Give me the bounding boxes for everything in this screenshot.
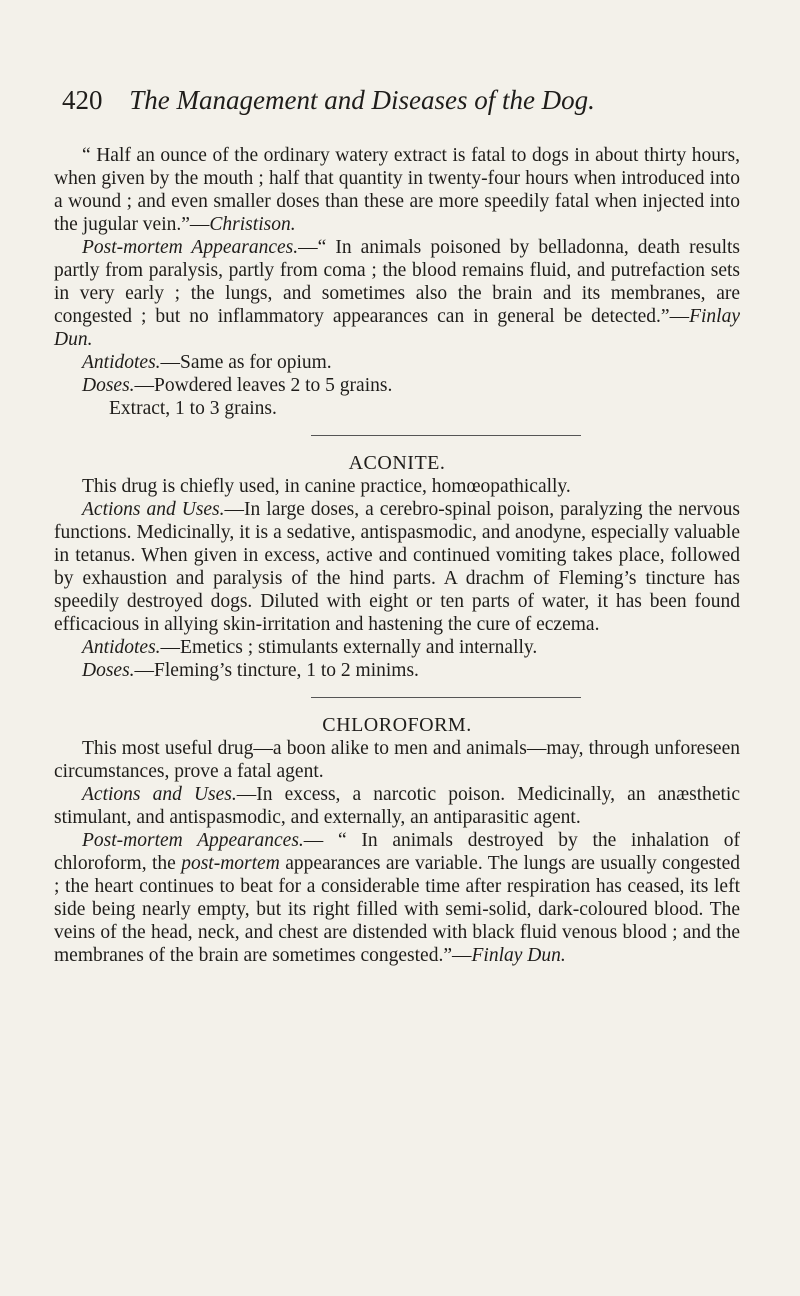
section-divider [54, 420, 740, 452]
section-label: Post-mortem Appearances. [82, 237, 299, 258]
christison-quote: “ Half an ounce of the ordinary watery extract is fatal to dogs in about thirty hours, when given by the mouth ; half that quantity in twenty-four hours when introduced into a wound ; and even smaller doses than these are more speedily fatal when injected into the jugular vein.”—Christison. [54, 145, 740, 235]
quote-source: Finlay Dun. [471, 945, 566, 966]
running-title: The Management and Diseases of the Dog. [129, 85, 595, 115]
section-label: Antidotes. [82, 352, 161, 373]
section-label: Actions and Uses. [82, 499, 225, 520]
page-header [62, 84, 682, 116]
section-divider [54, 682, 740, 714]
section-label: Post-mortem Appearances. [82, 830, 304, 851]
aconite-actions: Actions and Uses.—In large doses, a cerebro-spinal poison, paralyzing the nervous functions. Medicinally, it is a sedative, antispasmodic, and anodyne, especially valuable in tetanus. When given in excess, active and continued vomiting takes place, followed by exhaustion and paralysis of the hind parts. A drachm of Fleming’s tincture has speedily destroyed dogs. Diluted with eight or ten parts of water, it has been found efficacious in allying skin-irritation and hastening the cure of eczema. [54, 499, 740, 635]
aconite-intro: This drug is chiefly used, in canine practice, homœopathically. [82, 476, 571, 497]
quote-source: Christison. [209, 214, 296, 235]
belladonna-postmortem: Post-mortem Appearances.—“ In animals poisoned by belladonna, death results partly from paralysis, partly from coma ; the blood remains fluid, and putrefaction sets in very early ; the lungs, and sometimes also the brain and its membranes, are congested ; but no inflammatory appearances can in general be detected.”—Finlay Dun. [54, 237, 740, 350]
chloroform-heading: CHLOROFORM. [322, 714, 472, 736]
page-number: 420 [62, 85, 103, 115]
belladonna-doses: Doses.—Powdered leaves 2 to 5 grains. [82, 375, 393, 396]
aconite-heading: ACONITE. [348, 452, 446, 474]
page-body [54, 144, 740, 967]
chloroform-intro: This most useful drug—a boon alike to men and animals—may, through unforeseen circumstances, prove a fatal agent. [54, 738, 740, 782]
chloroform-actions: Actions and Uses.—In excess, a narcotic poison. Medicinally, an anæsthetic stimulant, and antispasmodic, and externally, an antiparasitic agent. [54, 784, 741, 828]
aconite-doses: Doses.—Fleming’s tincture, 1 to 2 minims. [82, 660, 419, 681]
section-label: Antidotes. [82, 637, 161, 658]
aconite-antidotes: Antidotes.—Emetics ; stimulants externally and internally. [82, 637, 538, 658]
section-label: Actions and Uses. [82, 784, 237, 805]
belladonna-antidotes: Antidotes.—Same as for opium. [82, 352, 332, 373]
quote-source: Finlay Dun. [54, 306, 740, 350]
section-label: Doses. [82, 660, 135, 681]
belladonna-extract-dose: Extract, 1 to 3 grains. [109, 398, 277, 419]
section-label: Doses. [82, 375, 135, 396]
chloroform-postmortem: Post-mortem Appearances.— “ In animals destroyed by the inhalation of chloroform, the post-mortem appearances are variable. The lungs are usually congested ; the heart continues to beat for a considerable time after respiration has ceased, its left side being nearly empty, but its right filled with semi-solid, dark-coloured blood. The veins of the head, neck, and chest are distended with black fluid venous blood ; and the membranes of the brain are sometimes congested.”—Finlay Dun. [54, 830, 741, 966]
